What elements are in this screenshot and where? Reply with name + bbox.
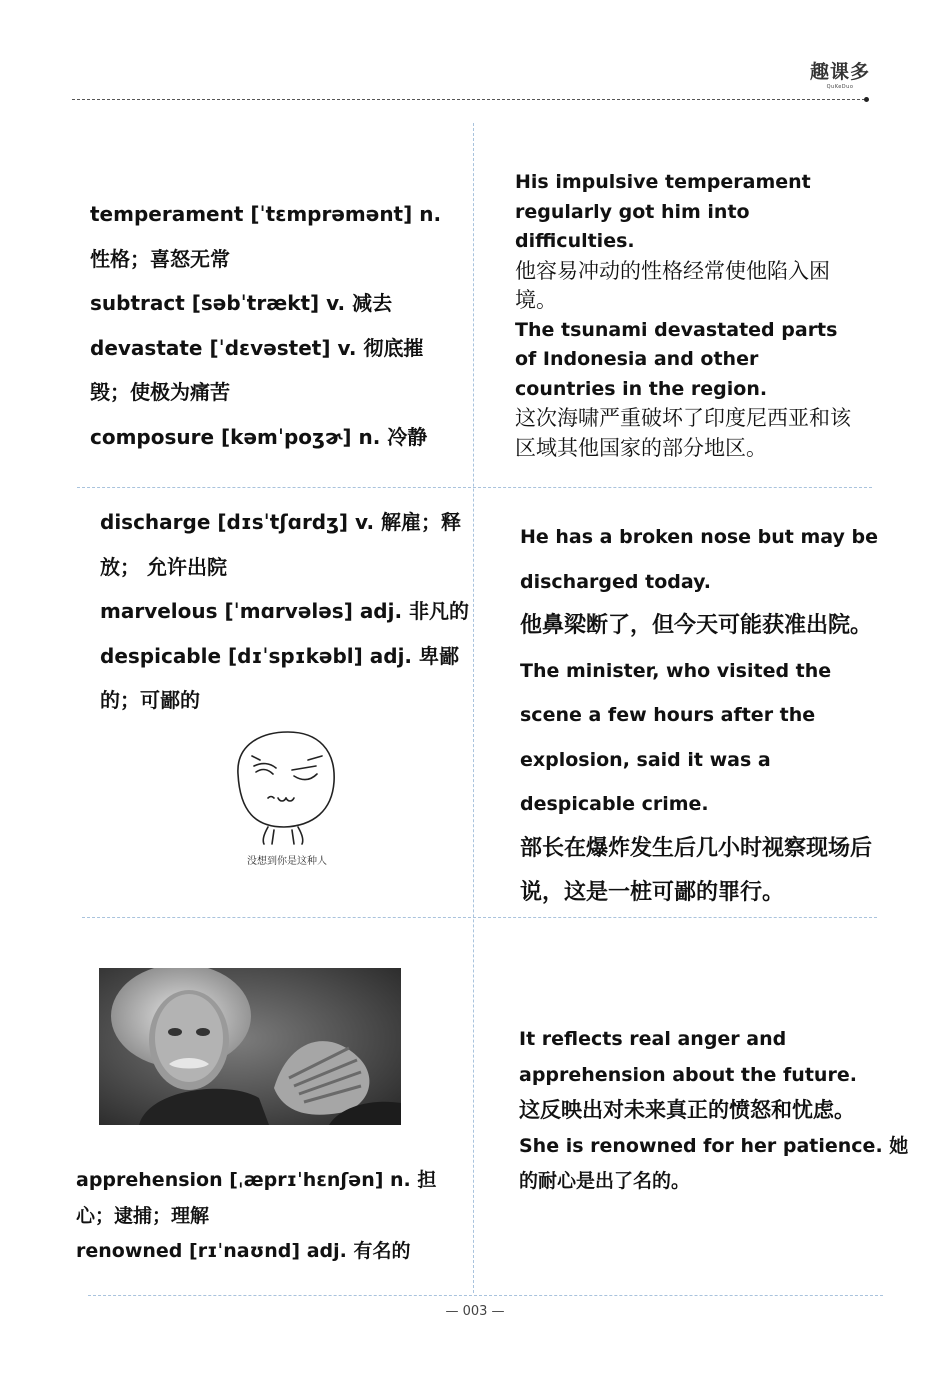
example-sentence-zh: 部长在爆炸发生后几小时视察现场后说，这是一桩可鄙的罪行。 — [520, 835, 873, 905]
example-sentence-zh: 这反映出对未来真正的愤怒和忧虑。 — [519, 1098, 855, 1122]
example-sentence-en: His impulsive temperament regularly got him into difficulties. — [515, 171, 811, 252]
vocab-entry-apprehension: apprehension [ˌæprɪˈhɛnʃən] n. 担心；逮捕；理解 — [76, 1169, 437, 1227]
example-sentence-en: It reflects real anger and apprehension about the future. — [519, 1028, 857, 1086]
vocab-entry-despicable: despicable [dɪˈspɪkəbl] adj. 卑鄙的；可鄙的 — [100, 643, 459, 712]
header-divider-dot — [864, 97, 869, 102]
page-number: — 003 — — [445, 1304, 505, 1319]
vocab-card-1 — [90, 192, 460, 459]
vocab-entry-discharge: discharge [dɪsˈtʃɑrdʒ] v. 解雇；释放； 允许出院 — [100, 510, 462, 579]
vocab-entry-marvelous: marvelous [ˈmɑrvələs] adj. 非凡的 — [100, 599, 470, 623]
cartoon-caption: 没想到你是这种人 — [247, 856, 327, 867]
example-card-1 — [515, 168, 865, 463]
row-divider-3 — [88, 1295, 883, 1296]
vocab-card-3 — [76, 1163, 471, 1270]
logo-text: 趣课多 — [809, 61, 870, 83]
example-sentence-zh: 他容易冲动的性格经常使他陷入困境。 — [515, 258, 830, 312]
row-divider-1 — [77, 487, 872, 488]
logo-subtext: QuKeDuo — [826, 84, 854, 90]
vocab-entry-temperament: temperament [ˈtɛmprəmənt] n. 性格；喜怒无常 — [90, 202, 442, 271]
example-sentence-en: The minister, who visited the scene a few hours after the explosion, said it was a despicable crime. — [520, 659, 832, 815]
example-sentence-en: She is renowned for her patience. 她的耐心是出了名的。 — [519, 1134, 909, 1192]
example-card-2 — [520, 515, 890, 916]
row-divider-2 — [82, 917, 877, 918]
example-sentence-en: He has a broken nose but may be discharged today. — [520, 526, 879, 593]
example-sentence-zh: 这次海啸严重破坏了印度尼西亚和该区域其他国家的部分地区。 — [515, 406, 851, 460]
header-divider — [72, 99, 865, 100]
vertical-divider — [473, 123, 474, 1293]
example-sentence-en: The tsunami devastated parts of Indonesia and other countries in the region. — [515, 318, 838, 400]
vocab-card-2 — [100, 500, 470, 723]
example-card-3 — [519, 1022, 919, 1200]
vocab-entry-composure: composure [kəmˈpoʒɚ] n. 冷静 — [90, 424, 428, 449]
vocab-entry-renowned: renowned [rɪˈnaʊnd] adj. 有名的 — [76, 1240, 411, 1262]
brand-logo — [808, 60, 872, 90]
example-sentence-zh: 他鼻梁断了，但今天可能获准出院。 — [520, 613, 873, 638]
portrait-photo — [99, 968, 401, 1125]
vocab-entry-subtract: subtract [səbˈtrækt] v. 减去 — [90, 291, 393, 315]
vocab-entry-devastate: devastate [ˈdɛvəstet] v. 彻底摧毁；使极为痛苦 — [90, 335, 424, 404]
